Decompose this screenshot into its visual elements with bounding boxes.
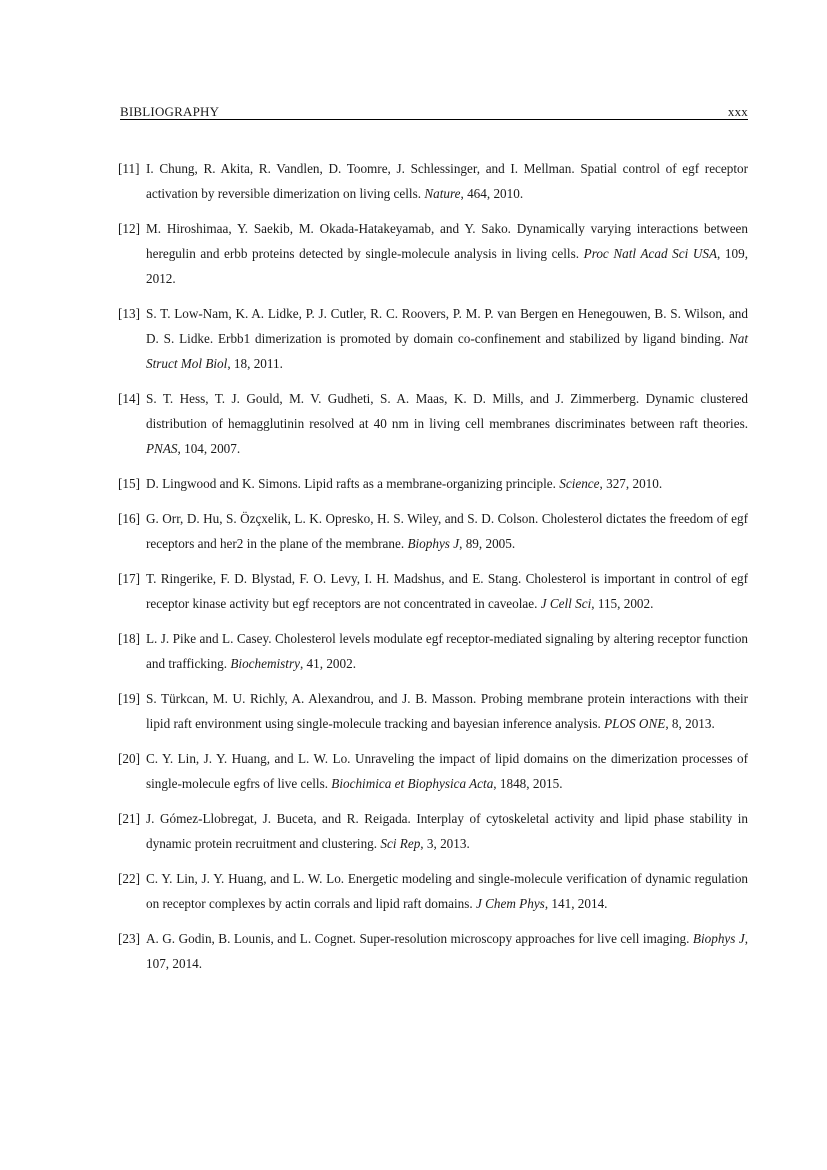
reference-item	[118, 216, 748, 291]
reference-label: [12]	[118, 221, 140, 236]
reference-journal: J Cell Sci	[540, 596, 592, 611]
reference-title: Dynamic clustered distribution of hemagglutinin resolved at 40 nm in living cell membranes discriminates between raft theories.	[146, 391, 748, 431]
reference-body	[146, 511, 748, 551]
reference-journal: Sci Rep	[380, 836, 421, 851]
reference-journal: J Chem Phys	[475, 896, 545, 911]
reference-title: Lipid rafts as a membrane-organizing principle.	[304, 476, 556, 491]
reference-journal: Nat Struct Mol Biol	[146, 331, 749, 371]
reference-journal: Biophys J	[407, 536, 460, 551]
reference-body	[146, 871, 748, 911]
reference-details: , 104, 2007.	[177, 441, 241, 456]
reference-label: [16]	[118, 511, 140, 526]
reference-details: , 141, 2014.	[544, 896, 608, 911]
reference-authors: S. Türkcan, M. U. Richly, A. Alexandrou, and J. B. Masson.	[146, 691, 477, 706]
reference-journal: Nature	[424, 186, 461, 201]
reference-item	[118, 506, 748, 556]
reference-title: Super-resolution microscopy approaches for live cell imaging.	[359, 931, 690, 946]
reference-list	[118, 156, 748, 986]
reference-body	[146, 691, 748, 731]
reference-body	[146, 306, 748, 371]
reference-journal: Biochemistry	[230, 656, 300, 671]
reference-details: , 464, 2010.	[460, 186, 524, 201]
reference-details: , 3, 2013.	[420, 836, 470, 851]
reference-title: Spatial control of egf receptor activation by reversible dimerization on living cells.	[146, 161, 749, 201]
reference-item	[118, 686, 748, 736]
reference-body	[146, 391, 748, 456]
reference-body	[146, 161, 748, 201]
reference-item	[118, 471, 748, 496]
reference-authors: C. Y. Lin, J. Y. Huang, and L. W. Lo.	[146, 871, 345, 886]
reference-item	[118, 301, 748, 376]
reference-label: [17]	[118, 571, 140, 586]
reference-details: , 327, 2010.	[599, 476, 663, 491]
reference-title: Cholesterol levels modulate egf receptor-mediated signaling by altering receptor function and trafficking.	[146, 631, 749, 671]
reference-details: , 89, 2005.	[459, 536, 516, 551]
reference-label: [23]	[118, 931, 140, 946]
reference-details: , 41, 2002.	[299, 656, 356, 671]
reference-body	[146, 476, 662, 491]
reference-journal: PNAS	[146, 441, 178, 456]
reference-title: Unraveling the impact of lipid domains on the dimerization processes of single-molecule egfrs of live cells.	[146, 751, 749, 791]
reference-title: Dynamically varying interactions between heregulin and erbb proteins detected by single-molecule analysis in living cells.	[146, 221, 748, 261]
reference-body	[146, 931, 748, 971]
reference-authors: D. Lingwood and K. Simons.	[146, 476, 301, 491]
reference-details: , 107, 2014.	[146, 931, 749, 971]
reference-label: [20]	[118, 751, 140, 766]
reference-label: [15]	[118, 476, 140, 491]
reference-details: , 8, 2013.	[665, 716, 715, 731]
reference-authors: J. Gómez-Llobregat, J. Buceta, and R. Reigada.	[146, 811, 411, 826]
reference-item	[118, 926, 748, 976]
reference-label: [19]	[118, 691, 140, 706]
reference-title: Cholesterol is important in control of egf receptor kinase activity but egf receptors are not concentrated in caveolae.	[146, 571, 749, 611]
reference-body	[146, 751, 748, 791]
reference-item	[118, 156, 748, 206]
reference-authors: S. T. Low-Nam, K. A. Lidke, P. J. Cutler, R. C. Roovers, P. M. P. van Bergen en Henegouwen, B. S. Wilson, and D. S. Lidke.	[146, 306, 748, 346]
reference-label: [22]	[118, 871, 140, 886]
reference-title: Probing membrane protein interactions with their lipid raft environment using single-molecule tracking and bayesian inference analysis.	[146, 691, 748, 731]
reference-authors: L. J. Pike and L. Casey.	[146, 631, 272, 646]
running-header	[120, 103, 748, 120]
reference-details: , 1848, 2015.	[493, 776, 563, 791]
reference-label: [18]	[118, 631, 140, 646]
reference-label: [14]	[118, 391, 140, 406]
header-page-number: xxx	[727, 104, 748, 119]
reference-authors: C. Y. Lin, J. Y. Huang, and L. W. Lo.	[146, 751, 351, 766]
reference-body	[146, 811, 748, 851]
reference-details: , 18, 2011.	[227, 356, 283, 371]
reference-title: Cholesterol dictates the freedom of egf receptors and her2 in the plane of the membrane.	[146, 511, 748, 551]
reference-journal: PLOS ONE	[604, 716, 666, 731]
reference-item	[118, 566, 748, 616]
reference-label: [21]	[118, 811, 140, 826]
reference-authors: T. Ringerike, F. D. Blystad, F. O. Levy, I. H. Madshus, and E. Stang.	[146, 571, 522, 586]
reference-title: Energetic modeling and single-molecule verification of dynamic regulation on receptor complexes by actin corrals and lipid raft domains.	[146, 871, 749, 911]
reference-label: [11]	[118, 161, 140, 176]
reference-journal: Proc Natl Acad Sci USA	[583, 246, 718, 261]
reference-body	[146, 221, 748, 286]
header-section-title: BIBLIOGRAPHY	[120, 104, 220, 119]
reference-journal: Science	[559, 476, 600, 491]
reference-details: , 109, 2012.	[146, 246, 749, 286]
reference-title: Interplay of cytoskeletal activity and lipid phase stability in dynamic protein recruitment and clustering.	[146, 811, 748, 851]
reference-details: , 115, 2002.	[591, 596, 654, 611]
reference-journal: Biochimica et Biophysica Acta	[331, 776, 494, 791]
reference-authors: M. Hiroshimaa, Y. Saekib, M. Okada-Hatakeyamab, and Y. Sako.	[146, 221, 511, 236]
reference-body	[146, 631, 748, 671]
reference-item	[118, 806, 748, 856]
reference-title: Erbb1 dimerization is promoted by domain co-confinement and stabilized by ligand binding.	[218, 331, 725, 346]
reference-label: [13]	[118, 306, 140, 321]
reference-item	[118, 626, 748, 676]
reference-item	[118, 746, 748, 796]
reference-body	[146, 571, 748, 611]
reference-authors: I. Chung, R. Akita, R. Vandlen, D. Toomre, J. Schlessinger, and I. Mellman.	[146, 161, 575, 176]
reference-authors: S. T. Hess, T. J. Gould, M. V. Gudheti, S. A. Maas, K. D. Mills, and J. Zimmerberg.	[146, 391, 640, 406]
reference-authors: A. G. Godin, B. Lounis, and L. Cognet.	[146, 931, 356, 946]
reference-authors: G. Orr, D. Hu, S. Özçxelik, L. K. Opresko, H. S. Wiley, and S. D. Colson.	[146, 511, 539, 526]
reference-item	[118, 386, 748, 461]
reference-journal: Biophys J	[692, 931, 745, 946]
reference-item	[118, 866, 748, 916]
